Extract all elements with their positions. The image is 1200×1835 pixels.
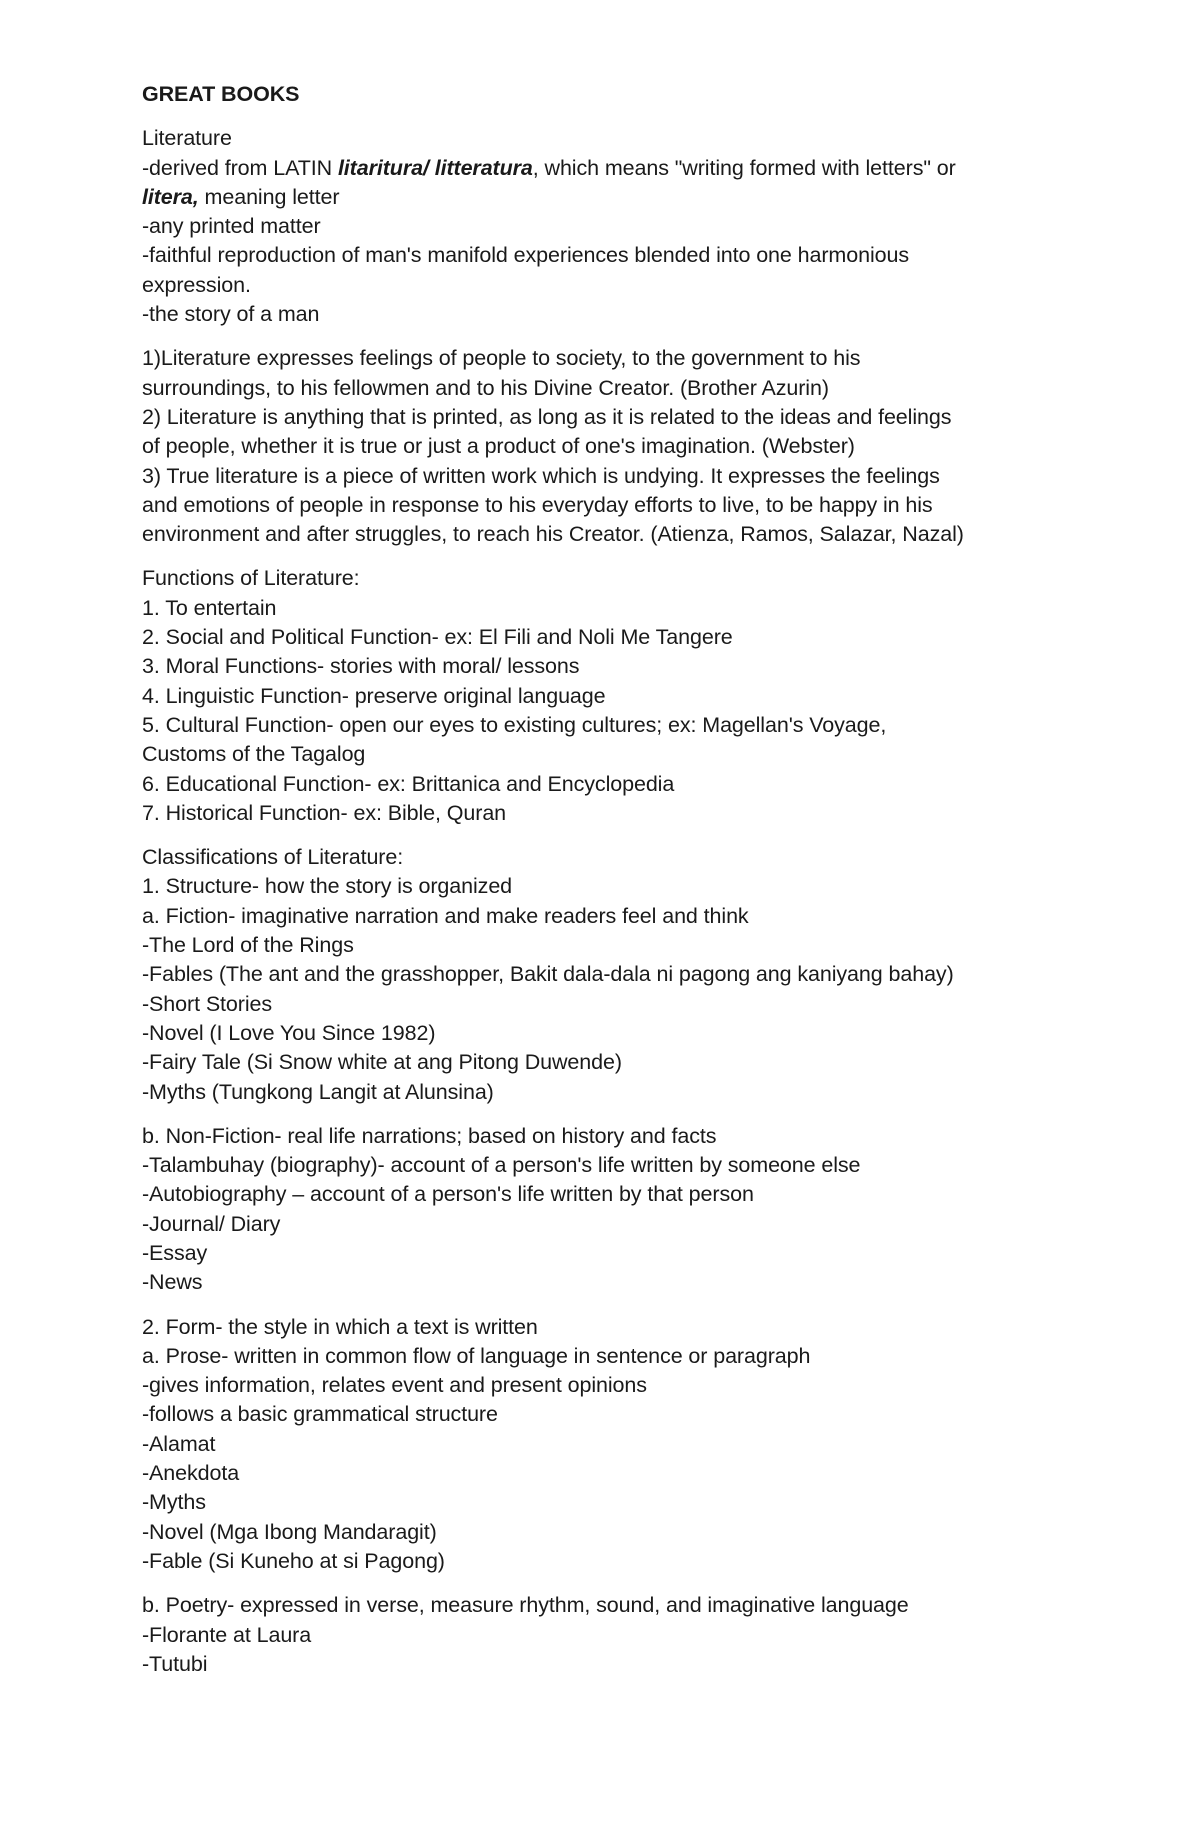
text-line: surroundings, to his fellowmen and to his Divine Creator. (Brother Azurin) (142, 375, 829, 400)
paragraph-block (142, 564, 1082, 828)
text-line: -Novel (Mga Ibong Mandaragit) (142, 1519, 437, 1544)
paragraph-block (142, 344, 1082, 549)
text-line: -gives information, relates event and present opinions (142, 1373, 647, 1398)
text-line: -Myths (142, 1490, 206, 1515)
paragraph-block (142, 1313, 1082, 1577)
document-body (142, 124, 1082, 1679)
text-line: -Short Stories (142, 991, 273, 1016)
text-line: Literature (142, 126, 232, 151)
text-line: b. Non-Fiction- real life narrations; based on history and facts (142, 1123, 717, 1148)
text-line: -Tutubi (142, 1651, 208, 1676)
text-line: -derived from LATIN litaritura/ litteratura, which means "writing formed with letters" or (142, 155, 956, 180)
text-line: -Anekdota (142, 1461, 240, 1486)
text-line: 1. Structure- how the story is organized (142, 874, 513, 899)
paragraph-block (142, 1122, 1082, 1298)
text-line: -any printed matter (142, 214, 321, 239)
text-line: -Fables (The ant and the grasshopper, Bakit dala-dala ni pagong ang kaniyang bahay) (142, 962, 954, 987)
text-line: litera, meaning letter (142, 184, 340, 209)
document-title: GREAT BOOKS (142, 82, 300, 106)
text-line: 2. Form- the style in which a text is written (142, 1314, 538, 1339)
text-line: -Journal/ Diary (142, 1211, 281, 1236)
text-line: 5. Cultural Function- open our eyes to existing cultures; ex: Magellan's Voyage, (142, 712, 887, 737)
text-line: b. Poetry- expressed in verse, measure rhythm, sound, and imaginative language (142, 1593, 909, 1618)
text-line: -Novel (I Love You Since 1982) (142, 1020, 436, 1045)
paragraph-block (142, 1591, 1082, 1679)
text-line: -the story of a man (142, 302, 320, 327)
text-line: -News (142, 1270, 203, 1295)
text-line: a. Prose- written in common flow of language in sentence or paragraph (142, 1343, 811, 1368)
text-line: -Florante at Laura (142, 1622, 312, 1647)
text-line: 4. Linguistic Function- preserve original language (142, 683, 606, 708)
text-line: 3) True literature is a piece of written work which is undying. It expresses the feelings (142, 463, 940, 488)
text-line: Customs of the Tagalog (142, 742, 366, 767)
text-line: expression. (142, 272, 251, 297)
text-line: -Talambuhay (biography)- account of a person's life written by someone else (142, 1153, 861, 1178)
text-line: -Myths (Tungkong Langit at Alunsina) (142, 1079, 494, 1104)
text-line: -Fairy Tale (Si Snow white at ang Pitong Duwende) (142, 1050, 622, 1075)
text-line: 2) Literature is anything that is printed, as long as it is related to the ideas and feelings (142, 404, 952, 429)
latin-term: litaritura/ litteratura (337, 155, 533, 180)
text-line: a. Fiction- imaginative narration and make readers feel and think (142, 903, 749, 928)
text-line: -The Lord of the Rings (142, 933, 354, 958)
text-line: 6. Educational Function- ex: Brittanica and Encyclopedia (142, 771, 675, 796)
text-line: -Fable (Si Kuneho at si Pagong) (142, 1548, 445, 1573)
paragraph-block (142, 843, 1082, 1107)
text-line: -Alamat (142, 1431, 216, 1456)
text-line: -Essay (142, 1240, 208, 1265)
text-line: 7. Historical Function- ex: Bible, Quran (142, 800, 507, 825)
text-line: -follows a basic grammatical structure (142, 1402, 498, 1427)
text-line: -Autobiography – account of a person's life written by that person (142, 1182, 754, 1207)
text-line: Classifications of Literature: (142, 845, 404, 870)
text-line: and emotions of people in response to his everyday efforts to live, to be happy in his (142, 492, 933, 517)
text-line: environment and after struggles, to reach his Creator. (Atienza, Ramos, Salazar, Nazal) (142, 522, 964, 547)
latin-term: litera, (142, 184, 199, 209)
text-line: 1)Literature expresses feelings of people to society, to the government to his (142, 346, 861, 371)
text-line: -faithful reproduction of man's manifold experiences blended into one harmonious (142, 243, 909, 268)
text-line: of people, whether it is true or just a product of one's imagination. (Webster) (142, 434, 855, 459)
text-line: 3. Moral Functions- stories with moral/ lessons (142, 654, 580, 679)
document-page (142, 80, 1082, 1694)
text-line: Functions of Literature: (142, 566, 360, 591)
text-line: 2. Social and Political Function- ex: El Fili and Noli Me Tangere (142, 625, 733, 650)
paragraph-block (142, 124, 1082, 329)
text-line: 1. To entertain (142, 595, 277, 620)
